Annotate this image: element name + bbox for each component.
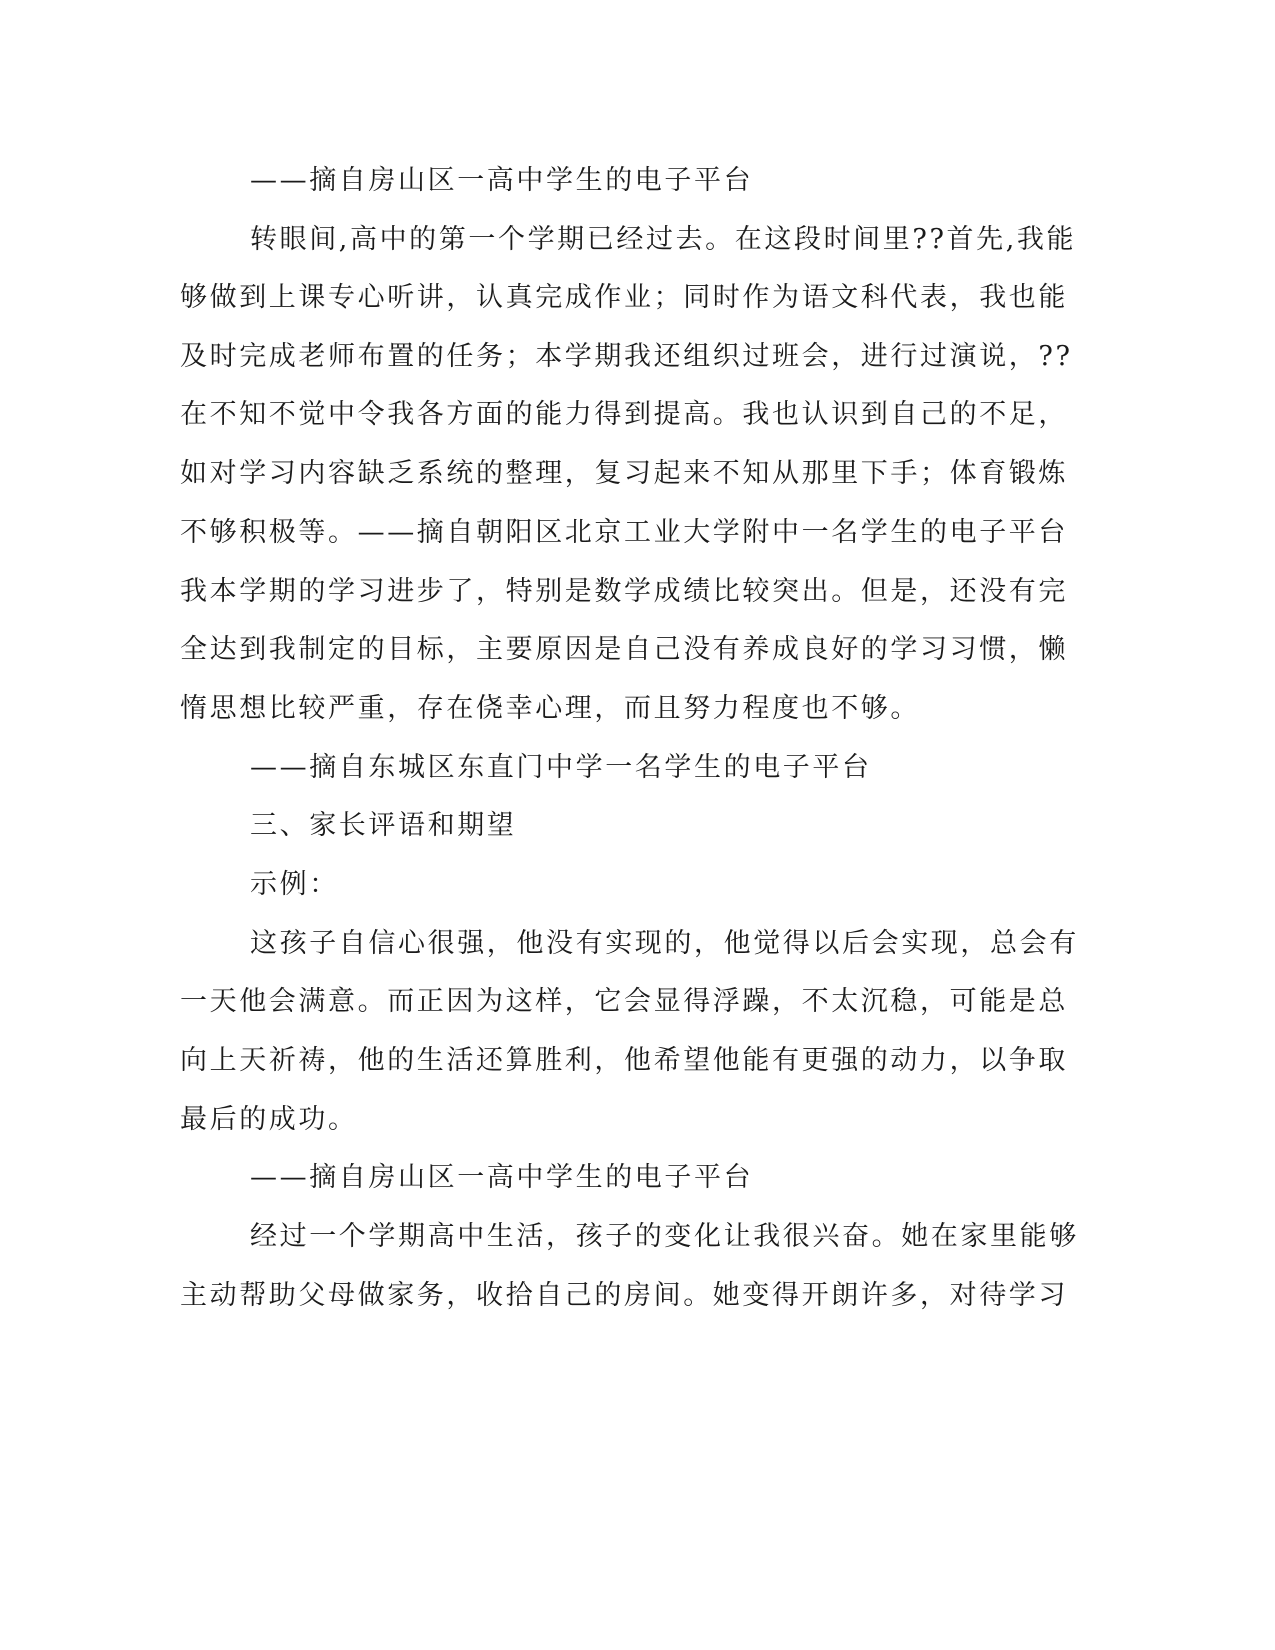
section-heading: 三、家长评语和期望 <box>250 810 517 841</box>
example-label: 示例： <box>250 869 339 900</box>
paragraph-line: 经过一个学期高中生活，孩子的变化让我很兴奋。她在家里能够 <box>250 1221 1079 1252</box>
paragraph-line: 全达到我制定的目标，主要原因是自己没有养成良好的学习习惯，懒 <box>180 634 1068 665</box>
paragraph-line: 转眼间,高中的第一个学期已经过去。在这段时间里??首先,我能 <box>250 224 1077 255</box>
paragraph-line: 不够积极等。——摘自朝阳区北京工业大学附中一名学生的电子平台 <box>180 517 1068 548</box>
paragraph-line: 一天他会满意。而正因为这样，它会显得浮躁，不太沉稳，可能是总 <box>180 986 1068 1017</box>
paragraph-line: 最后的成功。 <box>180 1104 358 1135</box>
paragraph-line: 向上天祈祷，他的生活还算胜利，他希望他能有更强的动力，以争取 <box>180 1045 1068 1076</box>
paragraph-line: 这孩子自信心很强，他没有实现的，他觉得以后会实现，总会有 <box>250 928 1079 959</box>
paragraph-line: 够做到上课专心听讲，认真完成作业；同时作为语文科代表，我也能 <box>180 282 1068 313</box>
paragraph-line: 惰思想比较严重，存在侥幸心理，而且努力程度也不够。 <box>180 693 920 724</box>
source-attribution-line: ——摘自房山区一高中学生的电子平台 <box>250 1162 754 1193</box>
paragraph-line: 主动帮助父母做家务，收拾自己的房间。她变得开朗许多，对待学习 <box>180 1280 1068 1311</box>
paragraph-line: 我本学期的学习进步了，特别是数学成绩比较突出。但是，还没有完 <box>180 576 1068 607</box>
source-attribution-line: ——摘自东城区东直门中学一名学生的电子平台 <box>250 752 872 783</box>
paragraph-line: 在不知不觉中令我各方面的能力得到提高。我也认识到自己的不足， <box>180 399 1068 430</box>
paragraph-line: 及时完成老师布置的任务；本学期我还组织过班会，进行过演说，?? <box>180 341 1073 372</box>
source-attribution-line: ——摘自房山区一高中学生的电子平台 <box>250 165 754 196</box>
paragraph-line: 如对学习内容缺乏系统的整理，复习起来不知从那里下手；体育锻炼 <box>180 458 1068 489</box>
